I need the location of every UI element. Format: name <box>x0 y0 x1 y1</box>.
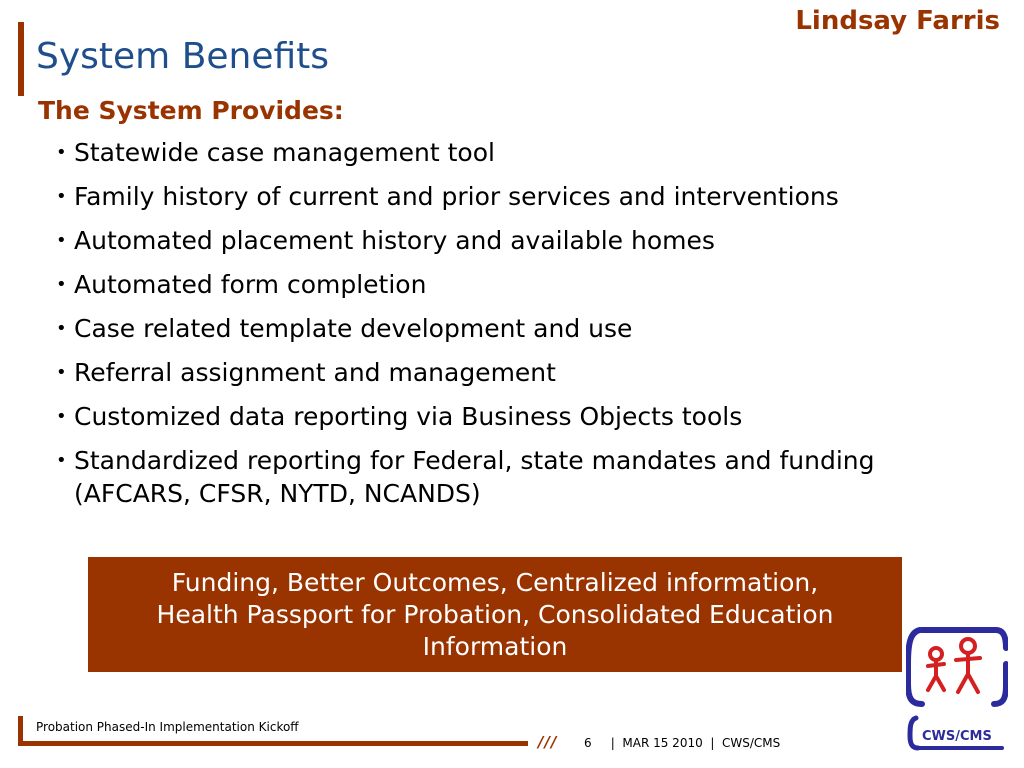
callout-line: Funding, Better Outcomes, Centralized information, <box>171 567 819 597</box>
bullet-item <box>56 444 996 510</box>
bullet-dot-icon: • <box>56 230 67 251</box>
bullet-text: Family history of current and prior services and interventions <box>74 182 839 211</box>
bullet-dot-icon: • <box>56 186 67 207</box>
bullet-text: Customized data reporting via Business Objects tools <box>74 402 743 431</box>
callout-text <box>157 567 834 663</box>
bullet-dot-icon: • <box>56 142 67 163</box>
page-title: System Benefits <box>36 36 330 77</box>
bullet-item <box>56 356 996 389</box>
bullet-item <box>56 224 996 257</box>
bullet-text: Automated placement history and available homes <box>74 226 715 255</box>
bullet-dot-icon: • <box>56 450 67 471</box>
logo-icon <box>906 624 1008 754</box>
footer-page-info: 6 | MAR 15 2010 | CWS/CMS <box>584 736 781 750</box>
callout-line: Information <box>422 631 568 661</box>
bullet-item <box>56 400 996 433</box>
cws-cms-logo <box>906 624 1008 754</box>
bullet-text: Automated form completion <box>74 270 427 299</box>
bullet-text: Statewide case management tool <box>74 138 495 167</box>
bullet-dot-icon: • <box>56 406 67 427</box>
section-subtitle: The System Provides: <box>38 96 344 125</box>
logo-text: CWS/CMS <box>922 729 992 744</box>
bullet-item <box>56 180 996 213</box>
bullet-item <box>56 268 996 301</box>
bullet-item <box>56 136 996 169</box>
callout-line: Health Passport for Probation, Consolidated Education <box>156 599 834 629</box>
bullet-dot-icon: • <box>56 362 67 383</box>
footer-rule <box>18 741 528 746</box>
bullet-list <box>56 136 996 521</box>
bullet-text: Case related template development and use <box>74 314 633 343</box>
title-accent-bar <box>18 22 24 96</box>
bullet-text: Standardized reporting for Federal, state mandates and funding (AFCARS, CFSR, NYTD, NCANDS) <box>74 446 875 508</box>
bullet-item <box>56 312 996 345</box>
footer-presentation-title: Probation Phased-In Implementation Kickoff <box>36 720 299 734</box>
summary-callout-box <box>88 557 902 672</box>
bullet-dot-icon: • <box>56 318 67 339</box>
bullet-dot-icon: • <box>56 274 67 295</box>
footer-slashes: /// <box>538 733 558 751</box>
author-name: Lindsay Farris <box>795 6 1000 36</box>
bullet-text: Referral assignment and management <box>74 358 556 387</box>
